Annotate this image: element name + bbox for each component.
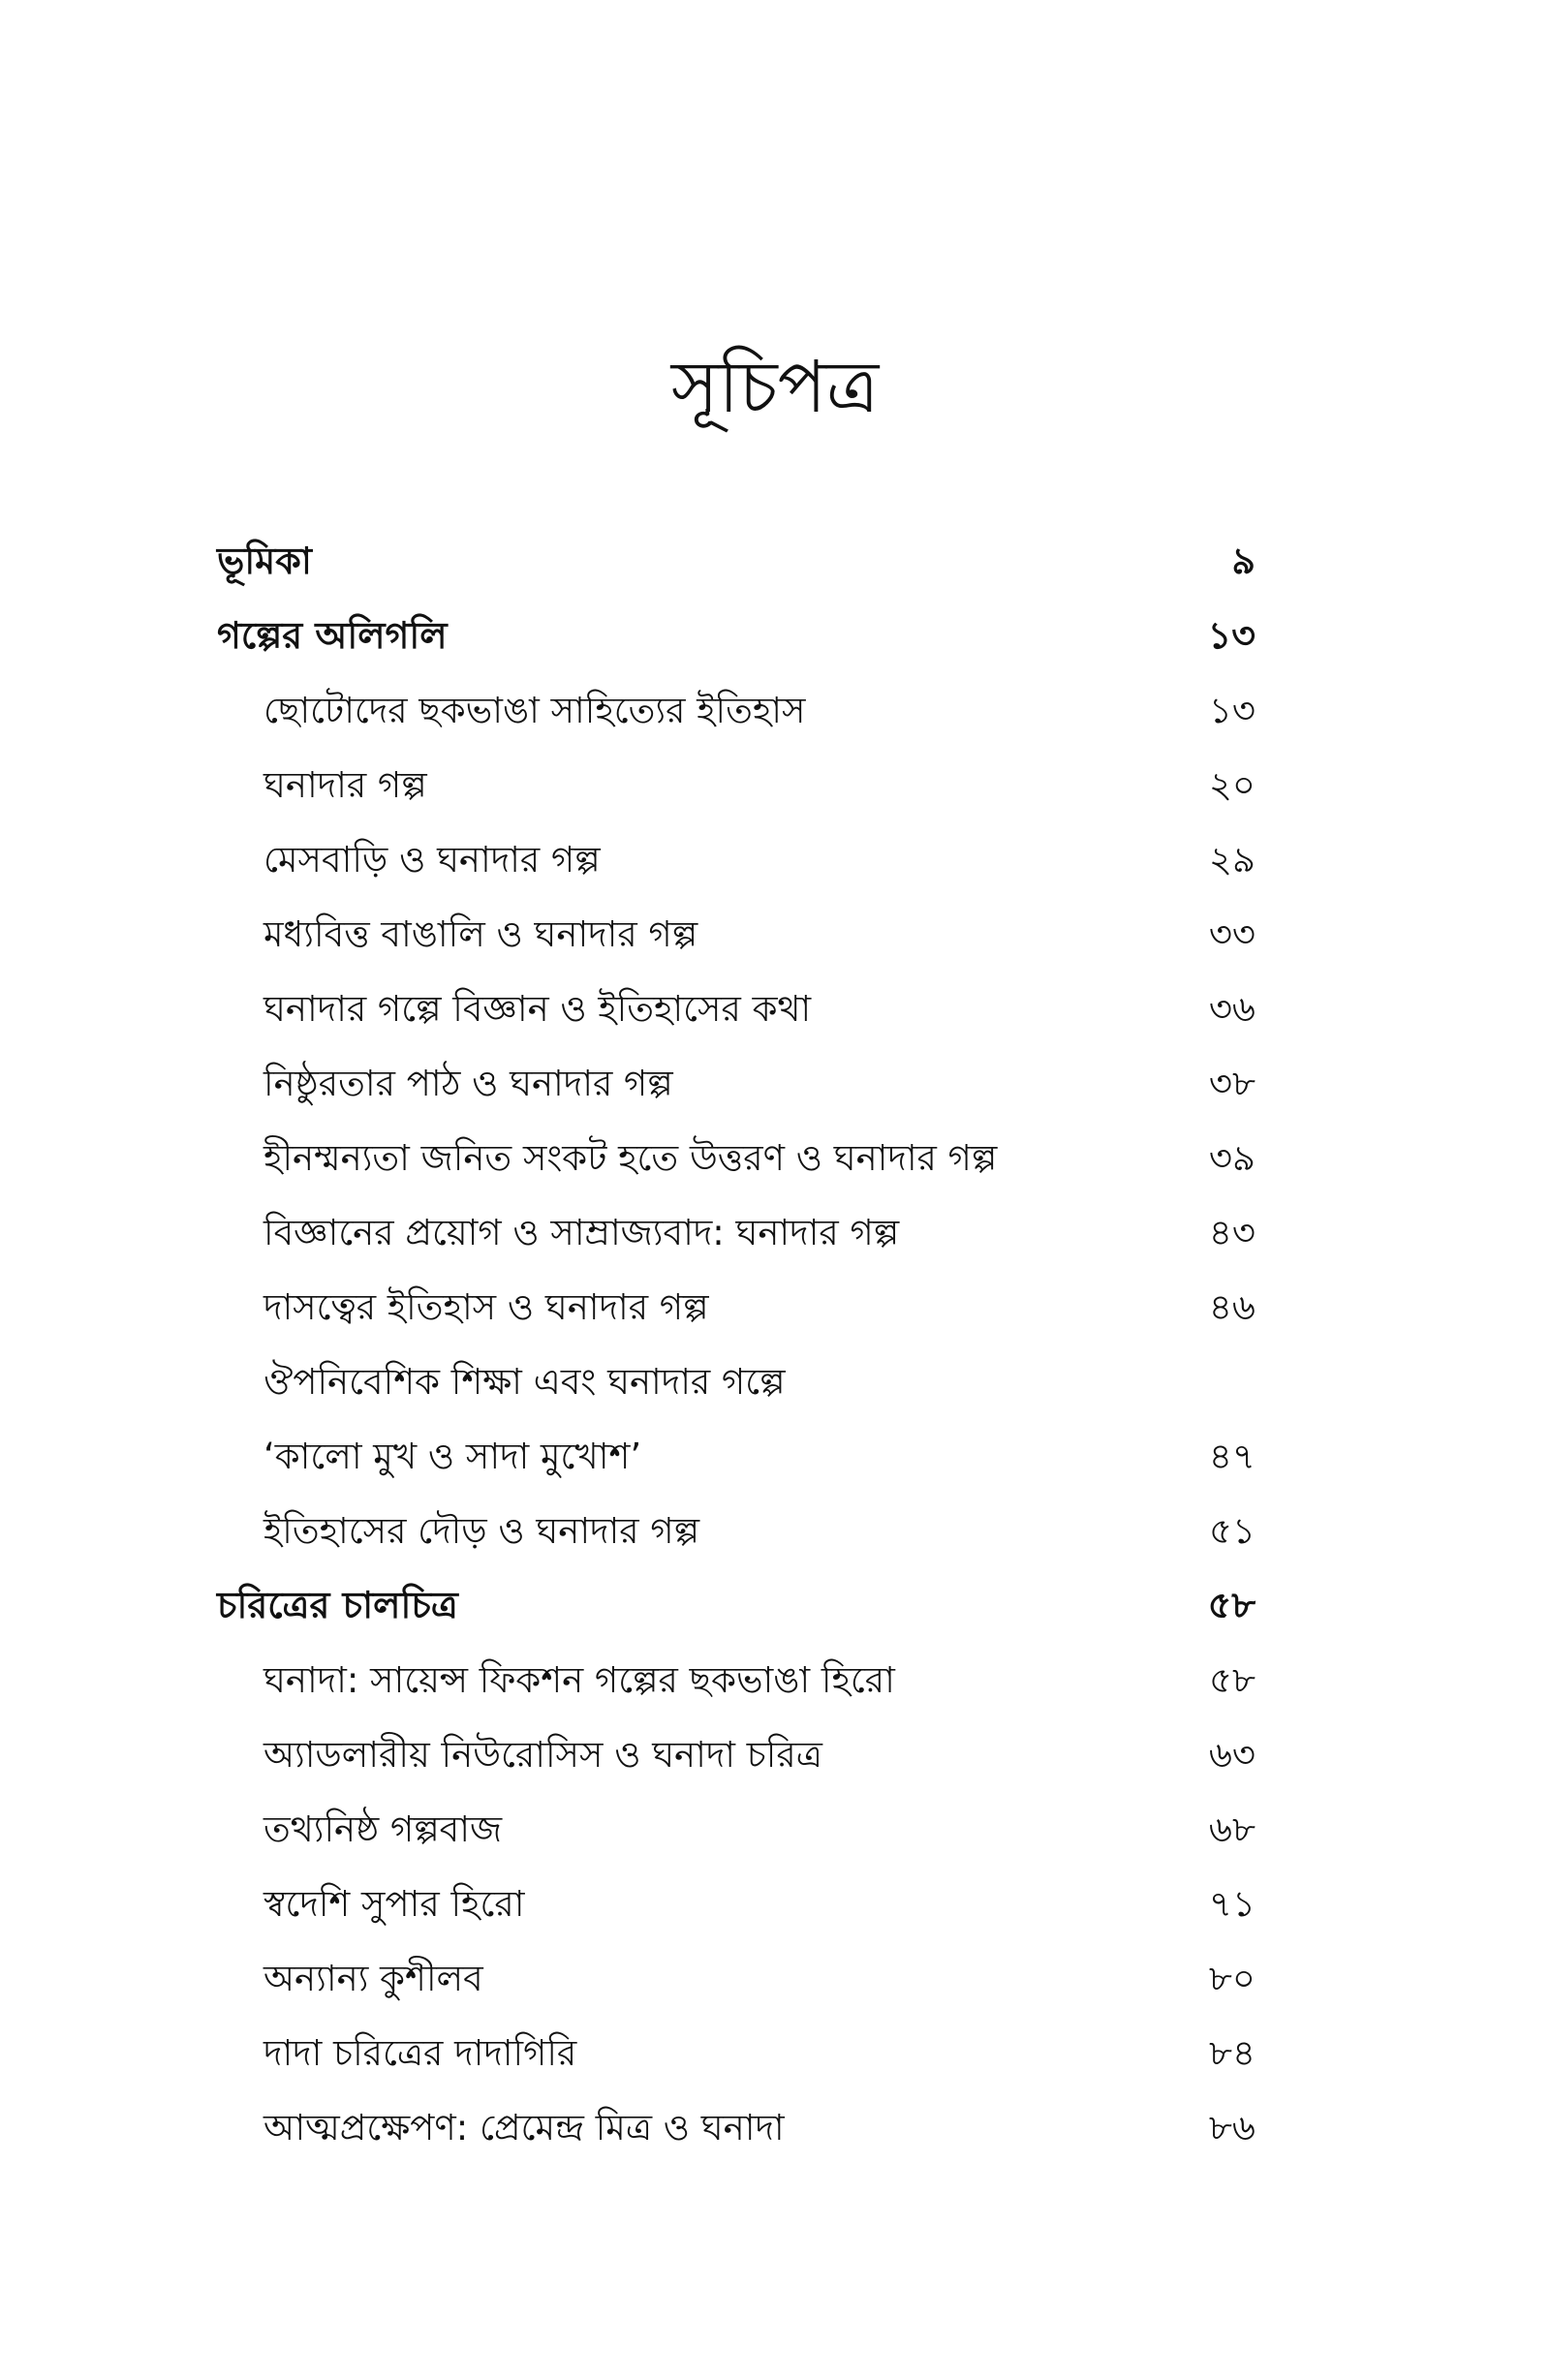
toc-entry-row	[217, 1643, 1256, 1717]
toc-page-number: ৪৩	[1208, 1212, 1256, 1253]
toc-entry-title: ঘনাদার গল্পে বিজ্ঞান ও ইতিহাসের কথা	[264, 988, 812, 1030]
toc-entry-row	[217, 2016, 1256, 2090]
toc-page-number: ৮৪	[1208, 2032, 1256, 2074]
toc-page-number: ২০	[1208, 764, 1256, 806]
toc-section-title: গল্পের অলিগলি	[217, 614, 448, 657]
toc-entry-title: মধ্যবিত্ত বাঙালি ও ঘনাদার গল্প	[264, 913, 698, 955]
toc-entry-title: ছোটোদের ছকভাঙা সাহিত্যের ইতিহাস	[264, 690, 806, 731]
toc-entry-title: দাদা চরিত্রের দাদাগিরি	[264, 2032, 577, 2074]
toc-page-number: ৬৮	[1208, 1808, 1256, 1850]
toc-entry-row	[217, 1494, 1256, 1568]
toc-entry-row	[217, 673, 1256, 748]
toc-page-number: ৯	[1231, 540, 1256, 582]
toc-entry-title: দাসত্বের ইতিহাস ও ঘনাদার গল্প	[264, 1286, 709, 1328]
toc-page-number: ৫৮	[1207, 1584, 1256, 1626]
toc-page-number: ৫১	[1208, 1510, 1256, 1552]
toc-entry-title: অ্যাডলারীয় নিউরোসিস ও ঘনাদা চরিত্র	[264, 1734, 822, 1776]
toc-section-row	[217, 599, 1256, 673]
toc-page-number: ৩৩	[1208, 913, 1256, 955]
toc-entry-title: ঘনাদা: সায়েন্স ফিকশন গল্পের ছকভাঙা হিরো	[264, 1659, 895, 1701]
toc-section-row	[217, 1568, 1256, 1643]
toc-entry-row	[217, 1046, 1256, 1121]
toc-section-title: ভূমিকা	[217, 540, 312, 582]
toc-page-number: ৪৭	[1208, 1436, 1256, 1477]
toc-page-number: ৭১	[1208, 1883, 1256, 1925]
toc-entry-title: বিজ্ঞানের প্রয়োগ ও সাম্রাজ্যবাদ: ঘনাদার গল্প	[264, 1212, 900, 1253]
toc-page-number: ১৩	[1208, 690, 1256, 731]
toc-entry-row	[217, 1717, 1256, 1792]
toc-page-number: ১৩	[1207, 614, 1256, 657]
toc-entry-title: হীনম্মন্যতা জনিত সংকট হতে উত্তরণ ও ঘনাদার গল্প	[264, 1137, 998, 1179]
toc-entry-title: অন্যান্য কুশীলব	[264, 1958, 483, 1999]
toc-page-number: ৮০	[1208, 1958, 1256, 1999]
toc-entry-title: স্বদেশি সুপার হিরো	[264, 1883, 525, 1925]
toc-section-title: চরিত্রের চালচিত্র	[217, 1584, 458, 1626]
toc-entry-row	[217, 897, 1256, 972]
toc-page-number: ৮৬	[1208, 2107, 1256, 2148]
toc-entry-title: ঘনাদার গল্প	[264, 764, 427, 806]
toc-entry-row	[217, 1792, 1256, 1867]
toc-page-number: ৩৯	[1208, 1137, 1256, 1179]
toc-page-number: ৩৬	[1208, 988, 1256, 1030]
toc-section-row	[217, 524, 1256, 599]
toc-page-number: ৬৩	[1208, 1734, 1256, 1776]
toc-entry-title: ইতিহাসের দৌড় ও ঘনাদার গল্প	[264, 1510, 700, 1552]
toc-entry-title: ‘কালো মুখ ও সাদা মুখোশ’	[264, 1436, 642, 1477]
toc-page-number: ৩৮	[1208, 1063, 1256, 1104]
toc-entry-row	[217, 1121, 1256, 1195]
toc-entry-title: তথ্যনিষ্ঠ গল্পবাজ	[264, 1808, 503, 1850]
toc-entry-row	[217, 1270, 1256, 1345]
toc-page-number: ৪৬	[1208, 1286, 1256, 1328]
table-of-contents	[217, 524, 1256, 2165]
toc-entry-row	[217, 2090, 1256, 2165]
toc-entry-title: ঔপনিবেশিক শিক্ষা এবং ঘনাদার গল্পে	[264, 1361, 786, 1403]
toc-page-number: ৫৮	[1208, 1659, 1256, 1701]
toc-entry-row	[217, 1867, 1256, 1941]
toc-entry-row	[217, 1345, 1256, 1419]
toc-entry-title: নিষ্ঠুরতার পাঠ ও ঘনাদার গল্প	[264, 1063, 673, 1104]
page-title: সূচিপত্র	[670, 346, 880, 429]
toc-entry-row	[217, 1195, 1256, 1270]
toc-page-number: ২৯	[1208, 839, 1256, 881]
toc-entry-row	[217, 1419, 1256, 1494]
toc-entry-title: আত্মপ্রক্ষেপণ: প্রেমেন্দ্র মিত্র ও ঘনাদা	[264, 2107, 785, 2148]
toc-entry-row	[217, 748, 1256, 822]
toc-entry-row	[217, 972, 1256, 1046]
toc-entry-row	[217, 1941, 1256, 2016]
toc-entry-title: মেসবাড়ি ও ঘনাদার গল্প	[264, 839, 601, 881]
toc-entry-row	[217, 822, 1256, 897]
